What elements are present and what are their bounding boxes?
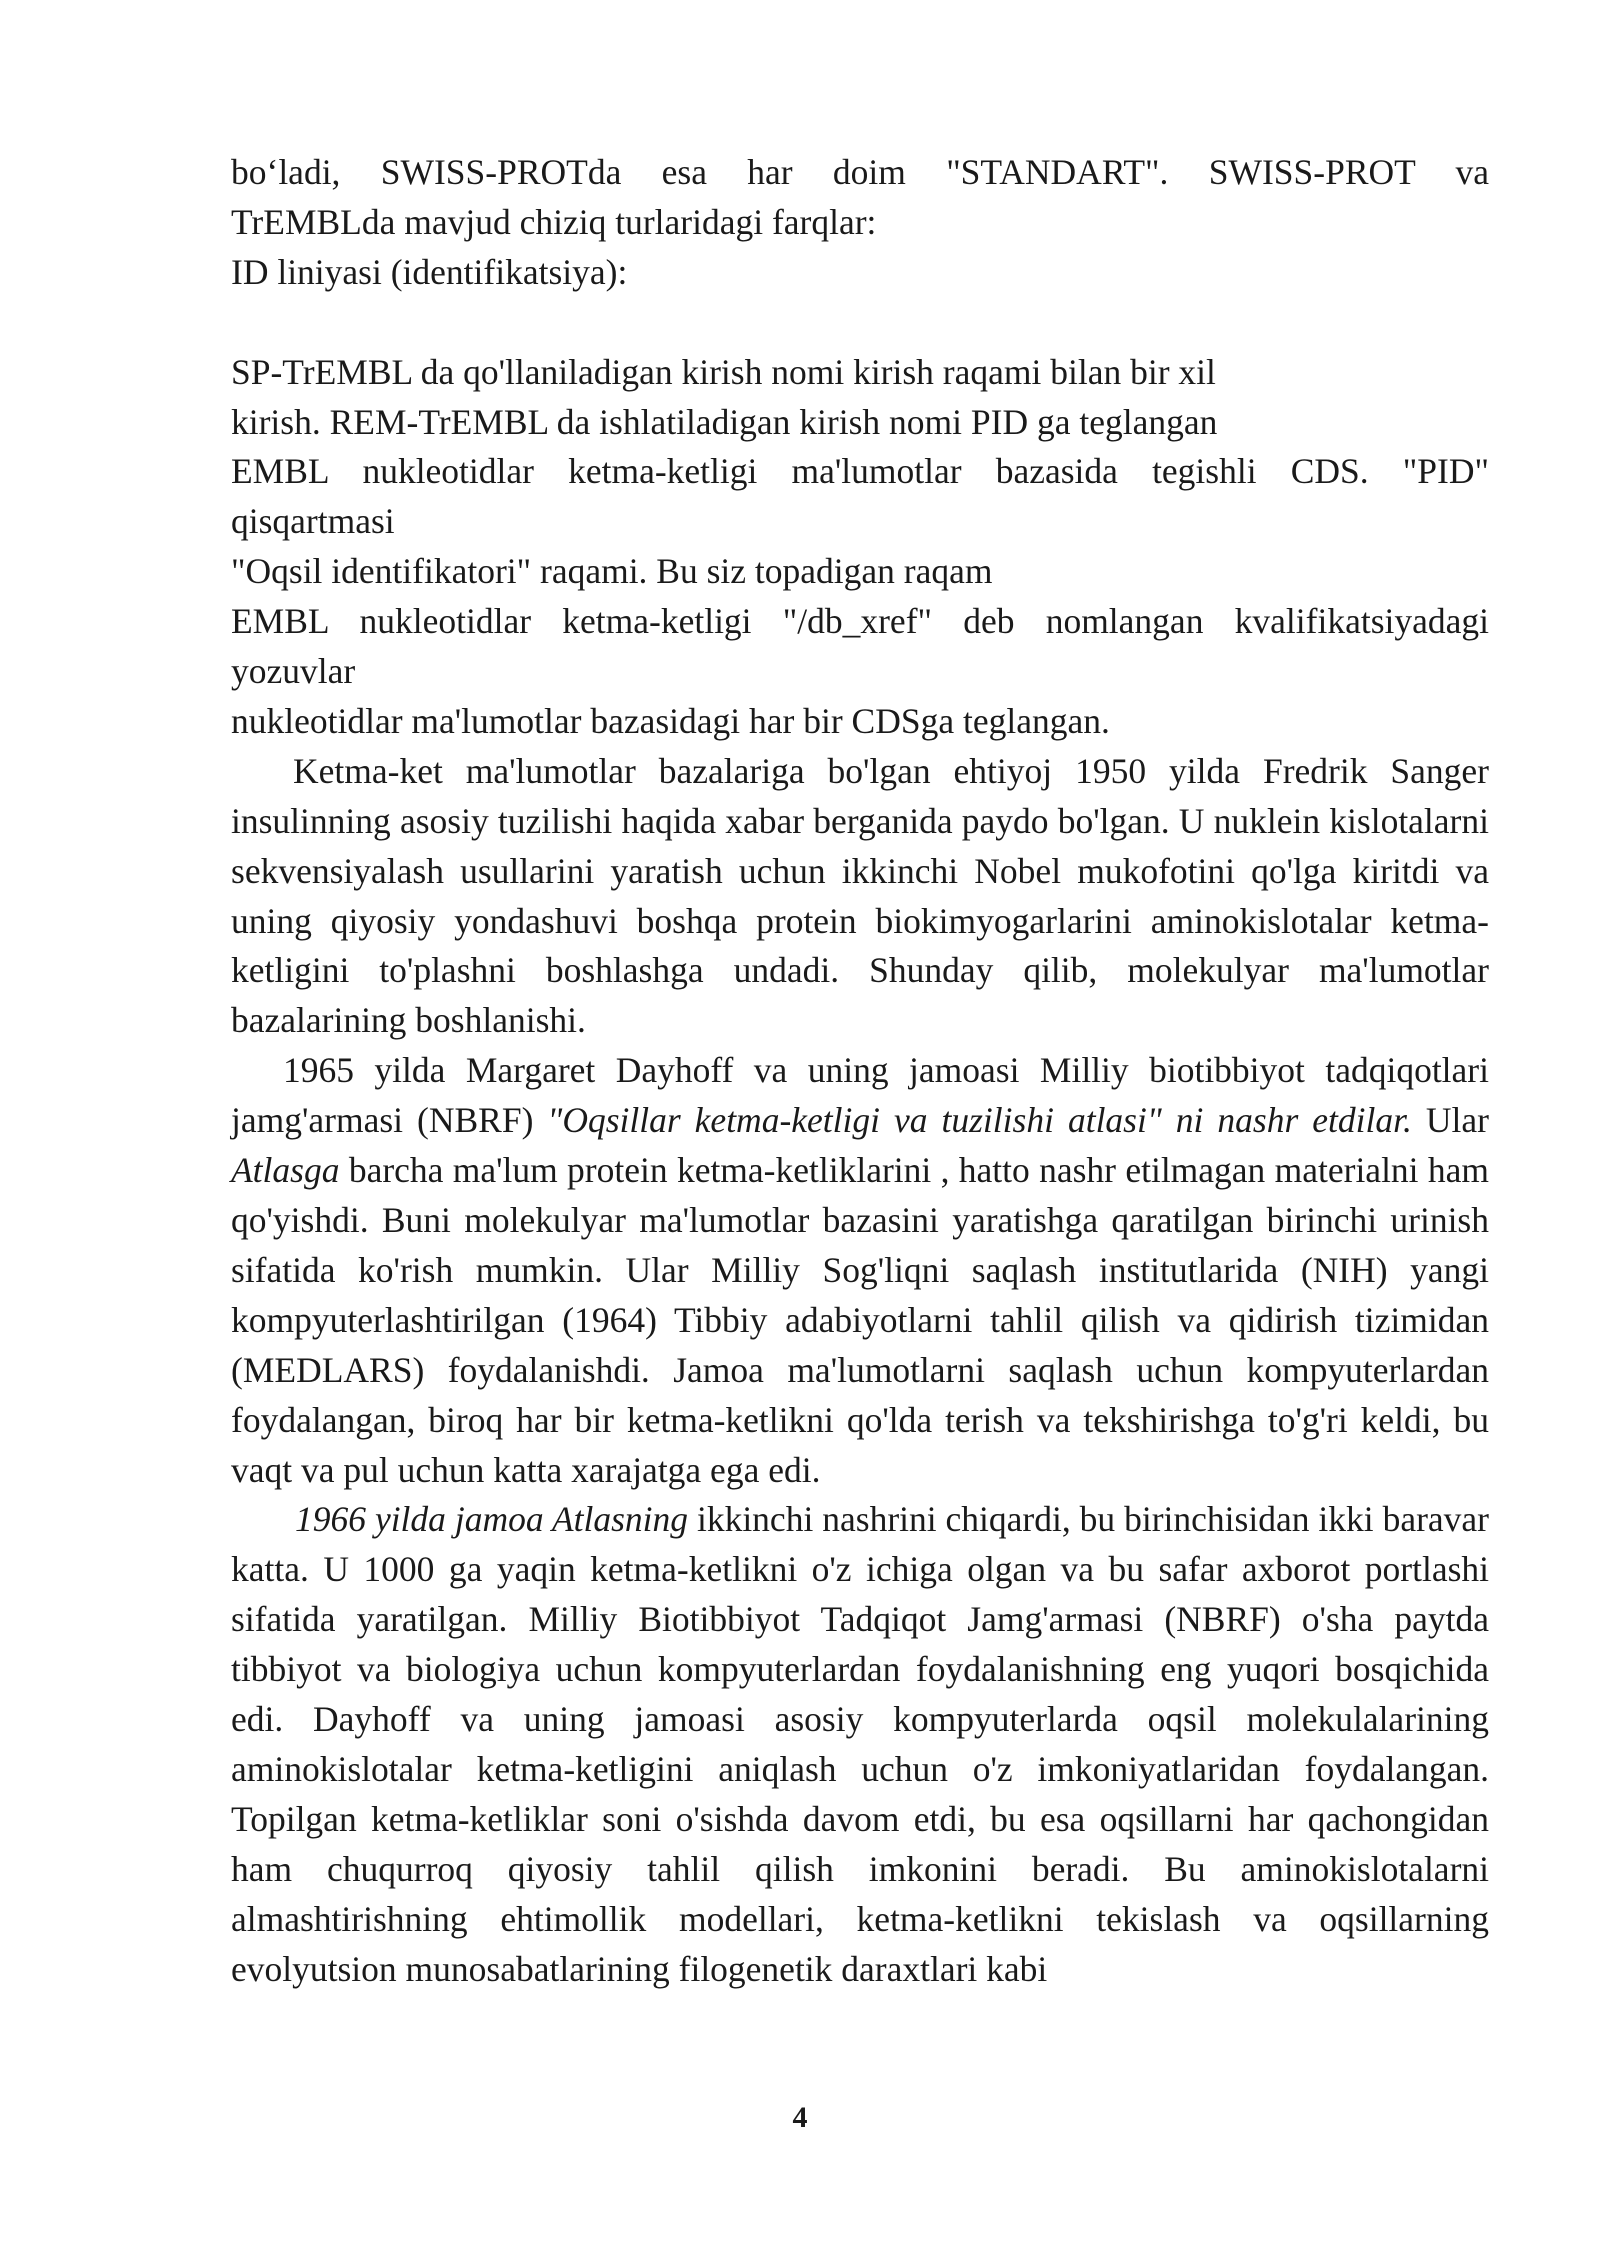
text-line: "Oqsil identifikatori" raqami. Bu siz topadigan raqam bbox=[231, 551, 993, 592]
paragraph-sanger: Ketma-ket ma'lumotlar bazalariga bo'lgan ehtiyoj 1950 yilda Fredrik Sanger insulinning asosiy tuzilishi haqida xabar berganida paydo bo'lgan. U nuklein kislotalarni sekvensiyalash usullarini yaratish uchun ikkinchi Nobel mukofotini qo'lga kiritdi va uning qiyosiy yondashuvi boshqa protein biokimyogarlarini aminokislotalar ketma-ketligini to'plashni boshlashga undadi. Shunday qilib, molekulyar ma'lumotlar bazalarining boshlanishi. bbox=[231, 750, 1489, 1041]
paragraph-text: Ular bbox=[1411, 1100, 1489, 1141]
atlas-1966-italic: 1966 yilda jamoa Atlasning bbox=[295, 1499, 689, 1540]
paragraph-dayhoff-1965 bbox=[231, 1046, 1489, 1495]
page-body bbox=[231, 148, 1489, 1995]
paragraph-atlas-1966 bbox=[231, 1495, 1489, 1994]
text-line: qisqartmasi bbox=[231, 501, 395, 542]
text-line: EMBL nukleotidlar ketma-ketligi ma'lumotlar bazasida tegishli CDS. "PID" bbox=[231, 451, 1489, 492]
atlasga-italic: Atlasga bbox=[231, 1150, 340, 1191]
atlas-title-italic: "Oqsillar ketma-ketligi va tuzilishi atlasi" ni nashr etdilar. bbox=[547, 1100, 1412, 1141]
text-line: SP-TrEMBL da qo'llaniladigan kirish nomi kirish raqami bilan bir xil bbox=[231, 351, 1216, 392]
paragraph-text: 1965 yilda Margaret Dayhoff va uning jamoasi Milliy biotibbiyot tadqiqotlari jamg'armasi (NBRF) bbox=[231, 1050, 1489, 1141]
blank-line bbox=[231, 298, 1489, 348]
text-line: kirish. REM-TrEMBL da ishlatiladigan kirish nomi PID ga teglangan bbox=[231, 401, 1218, 442]
text-line: nukleotidlar ma'lumotlar bazasidagi har bir CDSga teglangan. bbox=[231, 700, 1110, 741]
paragraph-text: ikkinchi nashrini chiqardi, bu birinchisidan ikki baravar katta. U 1000 ga yaqin ketma-ketlikni o'z ichiga olgan va bu safar axborot portlashi sifatida yaratilgan. Milliy Biotibbiyot Tadqiqot Jamg'armasi (NBRF) o'sha paytda tibbiyot va biologiya uchun kompyuterlardan foydalanishning eng yuqori bosqichida edi. Dayhoff va uning jamoasi asosiy kompyuterlarda oqsil molekulalarining aminokislotalar ketma-ketligini aniqlash uchun o'z imkoniyatlaridan foydalangan. Topilgan ketma-ketliklar soni o'sishda davom etdi, bu esa oqsillarni har qachongidan ham chuqurroq qiyosiy tahlil qilish imkonini beradi. Bu aminokislotalarni almashtirishning ehtimollik modellari, ketma-ketlikni tekislash va oqsillarning evolyutsion munosabatlarining filogenetik daraxtlari kabi bbox=[231, 1499, 1489, 1989]
text-line: EMBL nukleotidlar ketma-ketligi "/db_xref" deb nomlangan kvalifikatsiyadagi bbox=[231, 601, 1489, 642]
text-line: yozuvlar bbox=[231, 651, 356, 692]
text-line: ID liniyasi (identifikatsiya): bbox=[231, 251, 628, 292]
page-number: 4 bbox=[792, 2101, 808, 2134]
text-line: TrEMBLda mavjud chiziq turlaridagi farqlar: bbox=[231, 201, 877, 242]
text-line: bo‘ladi, SWISS-PROTda esa har doim "STANDART". SWISS-PROT va bbox=[231, 152, 1489, 192]
paragraph-text: barcha ma'lum protein ketma-ketliklarini , hatto nashr etilmagan materialni ham qo'yishdi. Buni molekulyar ma'lumotlar bazasini yaratishga qaratilgan birinchi urinish sifatida ko'rish mumkin. Ular Milliy Sog'liqni saqlash institutlarida (NIH) yangi kompyuterlashtirilgan (1964) Tibbiy adabiyotlarni tahlil qilish va qidirish tizimidan (MEDLARS) foydalanishdi. Jamoa ma'lumotlarni saqlash uchun kompyuterlardan foydalangan, biroq har bir ketma-ketlikni qo'lda terish va tekshirishga to'g'ri keldi, bu vaqt va pul uchun katta xarajatga ega edi. bbox=[231, 1150, 1489, 1490]
